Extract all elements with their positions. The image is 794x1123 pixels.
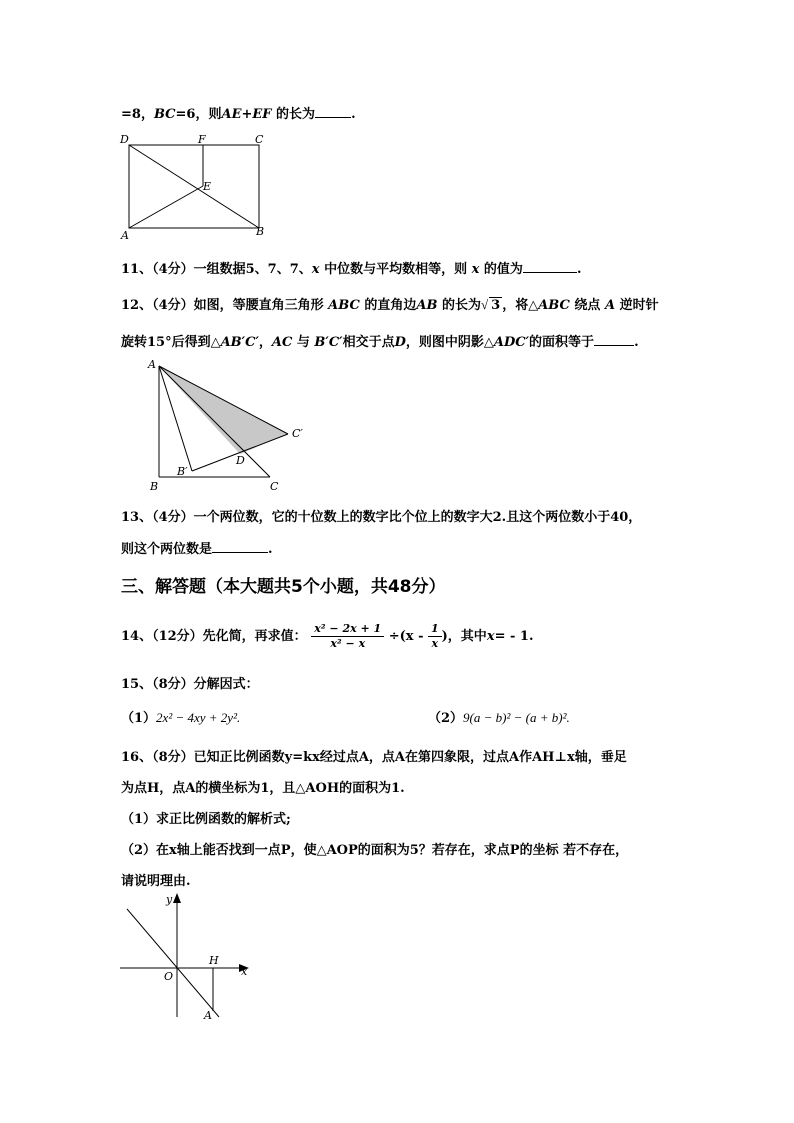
label-h: H bbox=[209, 954, 219, 967]
fraction-inner: $\frac{1}{x}$ bbox=[428, 622, 442, 651]
label-b: B bbox=[150, 480, 159, 493]
label-a: A bbox=[121, 229, 129, 242]
label-o: O bbox=[164, 970, 174, 983]
question-12-line1: 12、（4分）如图，等腰直角三角形 ABC 的直角边AB 的长为√ 3 ，将△ABC 绕点 A 逆时针 bbox=[121, 297, 659, 313]
question-12-line2: 旋转15°后得到△AB′C′，AC 与 B′C′相交于点D，则图中阴影△ADC′的面积等于 . bbox=[121, 335, 639, 350]
fraction-main: $\frac{\text{x² − 2x + 1}}{\text{x² − x}}$ bbox=[311, 622, 384, 651]
question-11: 11、（4分）一组数据5、7、7、x 中位数与平均数相等，则 x 的值为 . bbox=[121, 262, 582, 277]
label-f: F bbox=[198, 133, 206, 146]
question-13-line1: 13、（4分）一个两位数，它的十位数上的数字比个位上的数字大2.且这个两位数小于40， bbox=[121, 510, 642, 525]
question-14: 14、（12分）先化简，再求值： $\frac{\text{x² − 2x + 1}}{\text{x² − x}}$ ÷(x - $\frac{1}{x}$ )，其中x= - 1. bbox=[121, 622, 534, 650]
line-y-kx bbox=[127, 909, 219, 1017]
answer-blank[interactable] bbox=[315, 105, 351, 118]
label-c-prime: C′ bbox=[292, 427, 303, 440]
y-axis-arrow bbox=[173, 893, 181, 903]
label-a: A bbox=[148, 358, 156, 371]
question-15-part2: （2）9(a − b)² − (a + b)². bbox=[428, 710, 570, 726]
figure-rotated-triangle bbox=[140, 356, 310, 486]
label-b: B bbox=[256, 225, 265, 238]
question-16-part1: （1）求正比例函数的解析式; bbox=[121, 812, 291, 827]
figure-rectangle bbox=[115, 130, 275, 245]
label-d: D bbox=[236, 454, 245, 467]
answer-blank[interactable] bbox=[212, 540, 268, 553]
answer-blank[interactable] bbox=[523, 260, 577, 273]
section-heading: 三、解答题（本大题共5个小题，共48分） bbox=[121, 577, 446, 597]
label-x: x bbox=[241, 965, 248, 978]
label-d: D bbox=[120, 133, 129, 146]
figure-coordinate-axes bbox=[115, 893, 255, 1023]
q10-tail: =8，BC=6，则AE+EF 的长为 . bbox=[121, 107, 356, 122]
question-16-line2: 为点H，点A的横坐标为1，且△AOH的面积为1. bbox=[121, 781, 405, 796]
label-e: E bbox=[203, 180, 212, 193]
question-15-part1: （1）2x² − 4xy + 2y². bbox=[121, 710, 241, 726]
question-13-line2: 则这个两位数是 . bbox=[121, 542, 273, 557]
segment-ae bbox=[129, 186, 203, 228]
label-b-prime: B′ bbox=[177, 465, 188, 478]
question-16-part2: （2）在x轴上能否找到一点P，使△AOP的面积为5？若存在，求点P的坐标 若不存在， bbox=[121, 843, 629, 858]
label-c: C bbox=[270, 480, 279, 493]
question-16-part2-cont: 请说明理由. bbox=[121, 874, 191, 889]
diagonal-db bbox=[129, 145, 259, 228]
answer-blank[interactable] bbox=[594, 333, 634, 346]
shaded-triangle-adc-prime bbox=[159, 366, 288, 454]
question-15: 15、（8分）分解因式： bbox=[121, 677, 259, 692]
question-16-line1: 16、（8分）已知正比例函数y=kx经过点A，点A在第四象限，过点A作AH⊥x轴，垂足 bbox=[121, 750, 627, 765]
label-y: y bbox=[166, 893, 173, 906]
label-c: C bbox=[255, 133, 264, 146]
label-a: A bbox=[204, 1009, 212, 1022]
